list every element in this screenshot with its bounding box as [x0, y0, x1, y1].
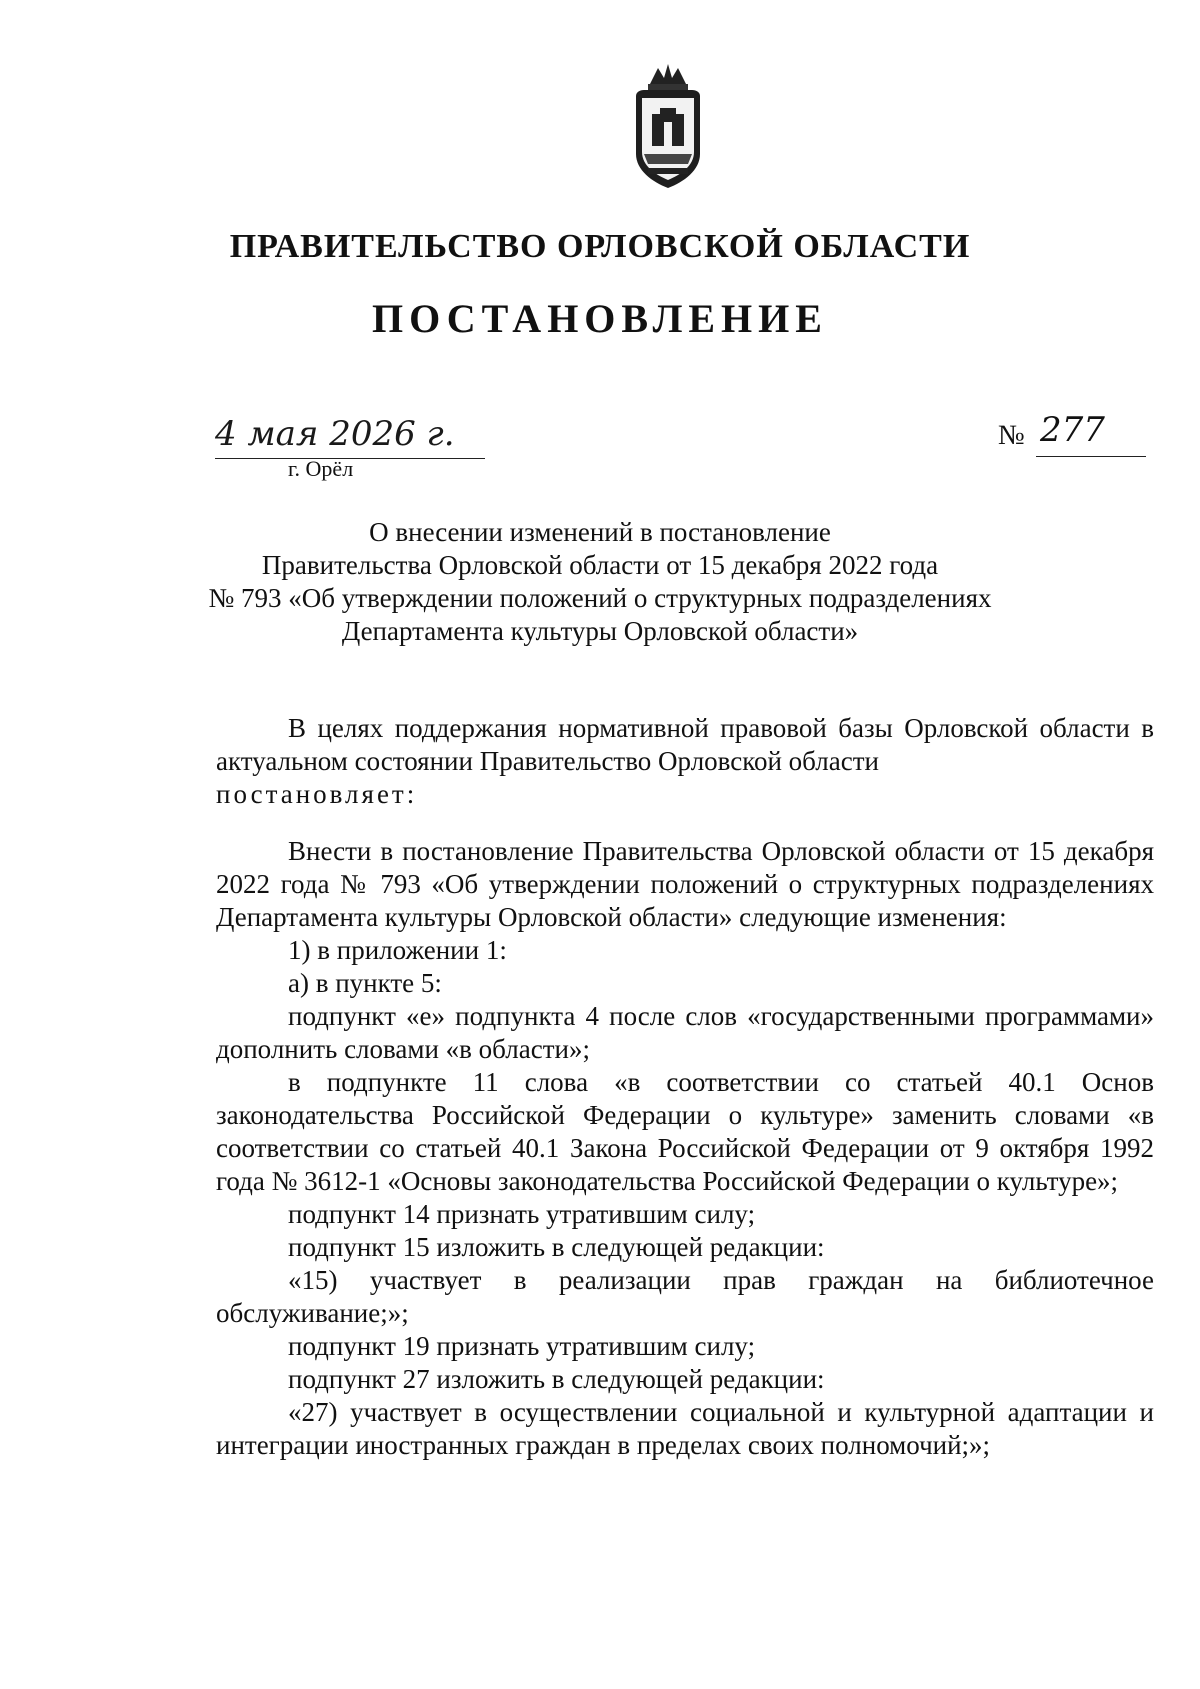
body-paragraph: 1) в приложении 1: — [288, 935, 507, 965]
title-line: Департамента культуры Орловской области» — [341, 616, 859, 646]
number-sign: № — [998, 420, 1025, 451]
document-city: г. Орёл — [288, 456, 354, 481]
title-line: Правительства Орловской области от 15 декабря 2022 года — [261, 550, 939, 580]
body-paragraph: Внести в постановление Правительства Орловской области от 15 декабря 2022 года № 793 «Об утверждении положений о структурных подразделениях Департамента культуры Орловской области» следующие изменения: — [216, 836, 1154, 932]
body-paragraph: в подпункте 11 слова «в соответствии со статьей 40.1 Основ законодательства Российской Федерации о культуре» заменить словами «в соответствии со статьей 40.1 Закона Российской Федерации от 9 октября 1992 года № 3612-1 «Основы законодательства Российской Федерации о культуре»; — [216, 1067, 1154, 1196]
preamble-paragraph — [216, 712, 1154, 778]
body-paragraph: «27) участвует в осуществлении социальной и культурной адаптации и интеграции иностранных граждан в пределах своих полномочий;»; — [216, 1397, 1154, 1460]
title-line: № 793 «Об утверждении положений о структурных подразделениях — [208, 583, 992, 613]
body-paragraph: подпункт 19 признать утратившим силу; — [288, 1331, 756, 1361]
body-paragraph: подпункт 27 изложить в следующей редакции: — [288, 1364, 825, 1394]
document-body — [216, 712, 1154, 1462]
preamble-text: В целях поддержания нормативной правовой базы Орловской области в актуальном состоянии Правительство Орловской области — [216, 713, 1154, 776]
document-type-heading: ПОСТАНОВЛЕНИЕ — [372, 296, 828, 341]
number-underline — [1036, 456, 1146, 457]
title-line: О внесении изменений в постановление — [369, 517, 831, 547]
body-paragraph: «15) участвует в реализации прав граждан на библиотечное обслуживание;»; — [216, 1265, 1154, 1328]
resolves-word: постановляет: — [216, 779, 418, 809]
document-title — [200, 516, 1000, 648]
body-paragraph: подпункт 14 признать утратившим силу; — [288, 1199, 756, 1229]
body-paragraph: подпункт 15 изложить в следующей редакции: — [288, 1232, 825, 1262]
resolves-line — [216, 778, 1154, 811]
body-paragraph: подпункт «е» подпункта 4 после слов «государственными программами» дополнить словами «в области»; — [216, 1001, 1154, 1064]
government-heading: ПРАВИТЕЛЬСТВО ОРЛОВСКОЙ ОБЛАСТИ — [229, 228, 971, 265]
document-number: 277 — [1040, 410, 1105, 450]
coat-of-arms-icon — [630, 62, 706, 192]
document-date: 4 мая 2026 г. — [215, 414, 455, 454]
body-paragraph: а) в пункте 5: — [288, 968, 442, 998]
